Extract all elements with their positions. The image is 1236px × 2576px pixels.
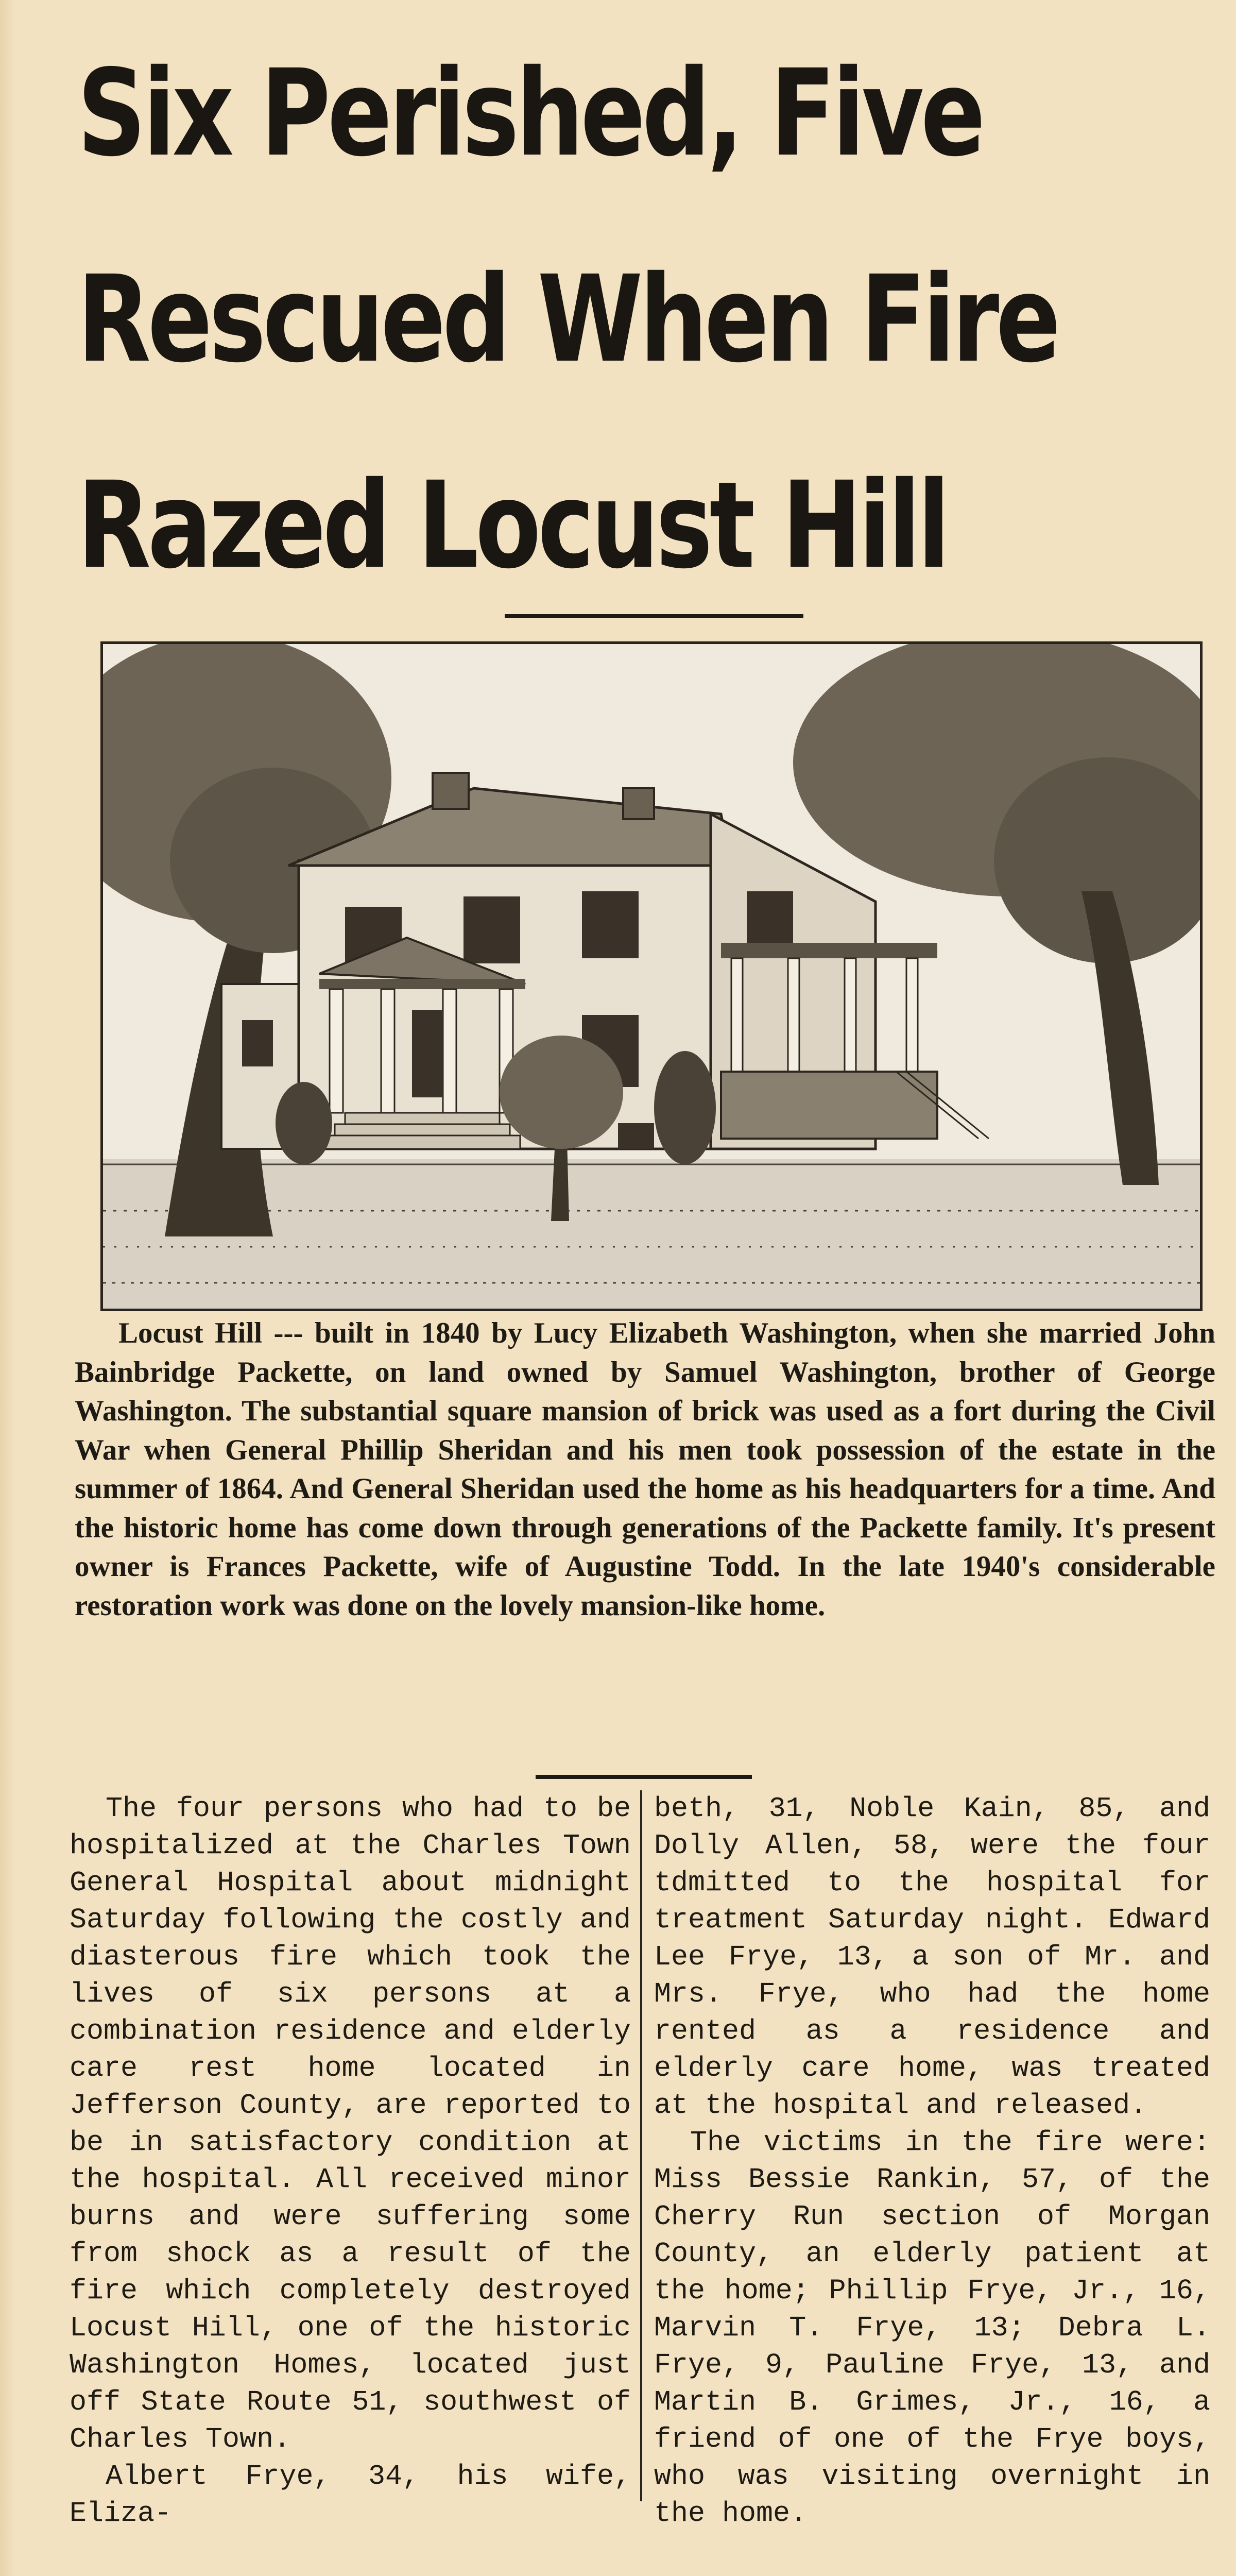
house-drawing-icon [103,644,1200,1309]
house-illustration [100,641,1203,1311]
article-paragraph: The victims in the fire were: Miss Bessie Rankin, 57, of the Cherry Run section of Morgan County, an elderly patient at the home; Phillip Frye, Jr., 16, Marvin T. Frye, 13; Debra L. Frye, 9, Pauline Frye, 13, and Martin B. Grimes, Jr., 16, a friend of one of the Frye boys, who was visiting overnight in the home. [654,2126,1210,2530]
clipping-edge [0,0,15,2576]
article-paragraph: beth, 31, Noble Kain, 85, and Dolly Allen, 58, were the four tdmitted to the hospital for treatment Saturday night. Edward Lee Frye, 13, a son of Mr. and Mrs. Frye, who had the home rented as a residence and elderly care home, was treated at the hospital and released. [654,1792,1210,2122]
photo-caption: Locust Hill --- built in 1840 by Lucy Elizabeth Washington, when she married John Bainbridge Packette, on land owned by Samuel Washington, brother of George Washington. The substantial square mansion of brick was used as a fort during the Civil War when General Phillip Sheridan and his men took possession of the estate in the summer of 1864. And General Sheridan used the home as his headquarters for a time. And the historic home has come down through generations of the Packette family. It's present owner is Frances Packette, wife of Augustine Todd. In the late 1940's considerable restoration work was done on the lovely mansion-like home. [75,1317,1215,1622]
headline-line-1: Six Perished, Five [77,44,983,183]
headline [77,10,1058,629]
headline-rule [505,614,803,618]
section-rule [536,1775,752,1779]
article-column-left [70,1790,631,2532]
article-column-right [654,1790,1210,2532]
article-paragraph: The four persons who had to be hospitalized at the Charles Town General Hospital about midnight Saturday following the costly and diasterous fire which took the lives of six persons at a combination residence and elderly care rest home located in Jefferson County, are reported to be in satisfactory condition at the hospital. All received minor burns and were suffering some from shock as a result of the fire which completely destroyed Locust Hill, one of the historic Washington Homes, located just off State Route 51, southwest of Charles Town. [70,1792,631,2455]
headline-line-2: Rescued When Fire [77,250,1058,389]
article-paragraph: Albert Frye, 34, his wife, Eliza- [70,2460,631,2530]
headline-line-3: Razed Locust Hill [77,456,947,595]
column-divider [640,1790,642,2501]
